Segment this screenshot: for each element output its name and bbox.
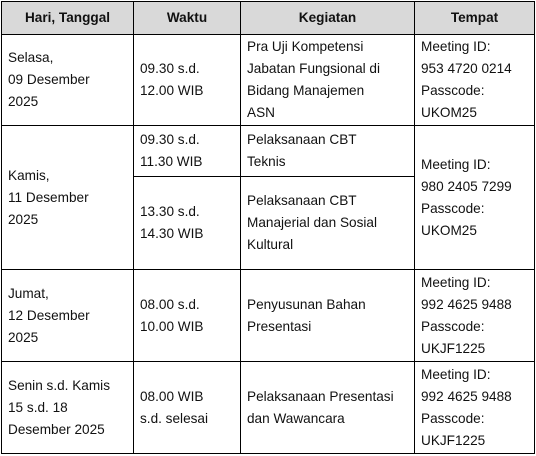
time-cell <box>134 176 241 270</box>
place-line: 992 4625 9488 <box>421 388 512 404</box>
date-line: Selasa, <box>8 49 54 65</box>
place-line: UKOM25 <box>421 222 477 238</box>
activity-line: ASN <box>247 104 275 120</box>
place-line: Passcode: <box>421 410 485 426</box>
time-line: 12.00 WIB <box>140 82 204 98</box>
date-line: 2025 <box>8 93 39 109</box>
place-cell <box>415 125 535 270</box>
activity-line: Penyusunan Bahan <box>247 296 366 312</box>
time-line: 08.00 WIB <box>140 388 204 404</box>
place-cell <box>415 270 535 362</box>
date-line: Desember 2025 <box>8 421 105 437</box>
place-cell <box>415 35 535 126</box>
place-line: 992 4625 9488 <box>421 296 512 312</box>
date-cell <box>2 270 134 362</box>
activity-cell <box>241 362 415 454</box>
activity-cell <box>241 125 415 176</box>
time-line: 09.30 s.d. <box>140 131 200 147</box>
activity-line: Kultural <box>247 237 294 253</box>
date-line: 11 Desember <box>8 189 89 205</box>
place-line: Meeting ID: <box>421 38 491 54</box>
place-line: UKJF1225 <box>421 432 486 448</box>
activity-line: Pra Uji Kompetensi <box>247 38 364 54</box>
time-line: 14.30 WIB <box>140 226 204 242</box>
place-line: UKOM25 <box>421 104 477 120</box>
place-line: Passcode: <box>421 318 485 334</box>
place-line: 953 4720 0214 <box>421 60 512 76</box>
place-line: 980 2405 7299 <box>421 178 512 194</box>
time-line: 13.30 s.d. <box>140 204 200 220</box>
activity-line: dan Wawancara <box>247 410 345 426</box>
table-row <box>2 270 535 362</box>
place-cell <box>415 362 535 454</box>
place-line: Meeting ID: <box>421 274 491 290</box>
header-hari-tanggal: Hari, Tanggal <box>2 2 134 35</box>
activity-line: Pelaksanaan Presentasi <box>247 388 394 404</box>
time-line: 09.30 s.d. <box>140 60 200 76</box>
time-line: 08.00 s.d. <box>140 296 200 312</box>
activity-line: Manajerial dan Sosial <box>247 215 377 231</box>
date-line: 2025 <box>8 211 39 227</box>
date-cell <box>2 125 134 270</box>
date-line: 2025 <box>8 329 39 345</box>
date-line: 09 Desember <box>8 71 90 87</box>
time-cell <box>134 35 241 126</box>
time-cell <box>134 362 241 454</box>
activity-line: Presentasi <box>247 318 312 334</box>
date-line: 12 Desember <box>8 307 90 323</box>
time-line: 10.00 WIB <box>140 318 204 334</box>
date-line: 15 s.d. 18 <box>8 399 68 415</box>
activity-line: Bidang Manajemen <box>247 82 365 98</box>
header-kegiatan: Kegiatan <box>241 2 415 35</box>
header-waktu: Waktu <box>134 2 241 35</box>
time-cell <box>134 125 241 176</box>
date-cell <box>2 362 134 454</box>
time-line: s.d. selesai <box>140 410 209 426</box>
activity-line: Jabatan Fungsional di <box>247 60 381 76</box>
date-line: Kamis, <box>8 167 50 183</box>
time-cell <box>134 270 241 362</box>
place-line: Passcode: <box>421 82 485 98</box>
schedule-table <box>1 1 535 454</box>
activity-line: Pelaksanaan CBT <box>247 193 357 209</box>
table-row <box>2 125 535 176</box>
place-line: Meeting ID: <box>421 366 491 382</box>
table-row <box>2 35 535 126</box>
time-line: 11.30 WIB <box>140 153 203 169</box>
table-row <box>2 362 535 454</box>
activity-line: Teknis <box>247 153 286 169</box>
date-line: Jumat, <box>8 285 49 301</box>
header-tempat: Tempat <box>415 2 535 35</box>
place-line: Meeting ID: <box>421 156 491 172</box>
header-row <box>2 2 535 35</box>
activity-line: Pelaksanaan CBT <box>247 131 357 147</box>
place-line: Passcode: <box>421 200 485 216</box>
activity-cell <box>241 35 415 126</box>
date-line: Senin s.d. Kamis <box>8 377 110 393</box>
place-line: UKJF1225 <box>421 340 486 356</box>
date-cell <box>2 35 134 126</box>
activity-cell <box>241 270 415 362</box>
activity-cell <box>241 176 415 270</box>
